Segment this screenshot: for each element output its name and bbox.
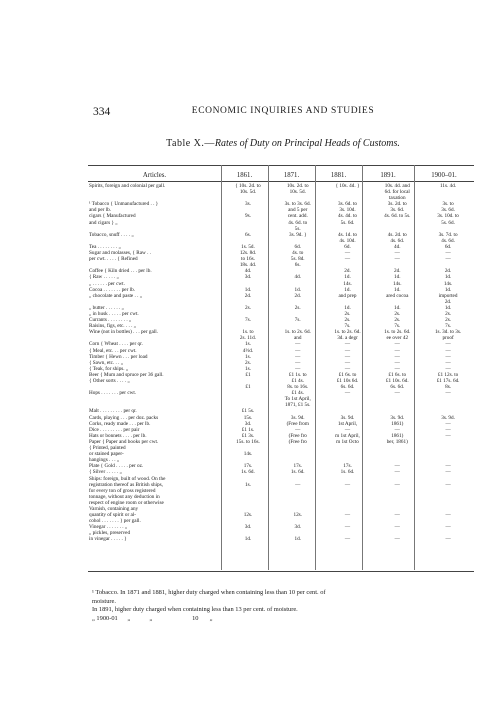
column-header-1881: 1881.	[330, 172, 347, 179]
article-cell: Tobacco, snuff . . . . „	[89, 231, 134, 238]
duty-1900-01-cell: 3s. to 3s. 6d. 3s. 10d. to 5s. 6d.	[437, 201, 459, 226]
duty-1861-cell	[223, 390, 273, 408]
article-cell: „ chocolate and paste . . „	[89, 292, 143, 299]
footnote-line: ¹ Tobacco. In 1871 and 1881, higher duty charged when containing less than 10 per cent. of	[92, 589, 326, 596]
duty-1871-cell: (Free fro	[288, 438, 307, 445]
duty-1881-cell: 3s. 6d. to 3s. 10d. 4s. 4d. to 5s. 6d.	[337, 201, 358, 226]
table-row	[88, 372, 474, 390]
duty-1861-cell: 3s. 9s.	[245, 201, 251, 220]
duty-1881-cell: 3s. 9d. 1st April, — m 1st April,	[335, 414, 360, 439]
duty-1861-cell: 17s. 1s. 6d.	[241, 463, 255, 476]
duty-1881-cell: 1d.	[344, 286, 351, 293]
duty-1871-cell: 2d.	[294, 292, 301, 299]
duty-1891-cell: 3s. 9d. 1861) — 1861)	[390, 414, 405, 439]
duty-1861-cell: 2d.	[244, 292, 252, 299]
duty-1891-cell: —	[394, 481, 400, 488]
table-row	[88, 305, 474, 317]
duty-1881-cell: —	[344, 512, 351, 519]
bottom-rule	[88, 571, 474, 572]
duty-1871-cell: 10s. 2d. to 10s. 5d.	[286, 183, 309, 196]
duty-1881-cell: { 10s. 4d. }	[335, 183, 360, 189]
article-cell: Currants . . . . . . . . „ Raisins, figs, etc. . . . „	[89, 317, 136, 330]
duty-1900-01-cell: 1d.	[444, 286, 452, 293]
duty-1900-01-cell: — —	[445, 524, 451, 543]
page-header	[93, 106, 473, 120]
duty-rates-table	[88, 183, 474, 543]
article-cell: Beer { Mum and spruce per 36 gall. { Other sorts . . . . „	[89, 371, 164, 384]
duty-1871-cell: 17s. 1s. 6d.	[290, 463, 305, 476]
table-row	[88, 317, 474, 329]
duty-1881-cell: 2s. 7s.	[344, 317, 351, 330]
duty-1861-cell: 1s. to 2s. 11d.	[239, 329, 257, 342]
duty-1891-cell: 4s. 2d. to 4s. 6d.	[387, 231, 407, 244]
column-header-1900-01: 1900–01.	[431, 172, 457, 179]
table-caption: Rates of Duty on Principal Heads of Customs.	[214, 138, 400, 149]
article-cell: Timber { Hewn . . . per load { Sawn, etc. . . „ { Teak, for ships. „	[89, 353, 148, 372]
duty-1891-cell: 1d. 2s.	[394, 304, 401, 317]
duty-1871-cell: — — —	[295, 353, 301, 372]
duty-1900-01-cell: 2s. 7s.	[445, 317, 452, 330]
duty-1871-cell: —	[295, 481, 301, 488]
duty-1891-cell: 10s. 4d. and 6d. for local taxation	[384, 183, 410, 202]
duty-1891-cell: 1d.	[394, 286, 401, 293]
duty-1871-cell: 1d.	[294, 286, 301, 293]
duty-1861-cell: £1 5s.	[241, 408, 255, 415]
article-cell: Ships: foreign, built of wood. On the registration thereof as British ships, for every ton of gross registered tonnage, without any deduction in respect of engine room or otherwise	[89, 475, 166, 506]
table-row	[88, 329, 474, 341]
duty-1861-cell: 1s. 4½d.	[242, 341, 254, 354]
duty-1900-01-cell: 11s. 4d.	[440, 183, 457, 189]
duty-1891-cell: — —	[394, 463, 400, 476]
duty-1871-cell: 4d.	[294, 274, 301, 281]
article-cell: Malt . . . . . . . . . per qr.	[89, 408, 137, 415]
table-row	[88, 463, 474, 475]
duty-1861-cell: 3d. 1d.	[244, 524, 252, 543]
column-header-1861: 1861.	[236, 172, 253, 179]
duty-1900-01-cell: 1d. 2s.	[444, 304, 452, 317]
article-cell: Varnish, containing any quantity of spirit or al- cohol . . . . . . . } per gall.	[89, 505, 141, 525]
duty-1881-cell: 1d. 2s.	[344, 304, 351, 317]
duty-1900-01-cell: 3s. 9d. — — —	[441, 414, 455, 439]
article-cell: Plate { Gold . . . . . per oz. { Silver . . . . . „	[89, 463, 144, 476]
article-cell: Tea . . . . . . . . „	[89, 243, 121, 250]
duty-1900-01-cell: — —	[445, 463, 451, 476]
article-cell: „ butter . . . . . . „ „ in husk . . . . . per cwt.	[89, 304, 139, 317]
article-cell: Coffee { Kiln dried . . . per lb. { Raw . . . . . „ „ . . . . . . per cwt.	[89, 268, 152, 287]
duty-1891-cell: £1 6s. to £1 10s. 6d. 6s. 6d.	[385, 371, 409, 391]
article-cell: Corn { Wheat . . . . per qr. { Meal, etc. . . per cwt.	[89, 341, 143, 354]
table-row	[88, 341, 474, 353]
duty-1881-cell: —	[344, 390, 351, 397]
table-title	[93, 138, 473, 149]
duty-1881-cell: — —	[344, 341, 351, 354]
table-row	[88, 415, 474, 439]
table-row	[88, 201, 474, 231]
duty-1861-cell: 1s. 2s. 1s.	[245, 353, 251, 372]
duty-1891-cell: ber, 1861)	[386, 438, 408, 445]
article-cell: Paper { Paper and books per cwt. { Printed, painted or stained paper- hangings . . . „	[89, 438, 159, 464]
duty-1881-cell: m 1st Octo	[336, 438, 359, 445]
duty-1900-01-cell: —	[445, 390, 451, 397]
duty-1900-01-cell: — —	[445, 250, 451, 263]
article-cell: ¹ Tobacco { Unmanufactured . . } and per lb. cigars { Manufactured and cigars } „	[89, 201, 159, 226]
duty-1861-cell: { 10s. 2d. to 10s. 5d.	[235, 183, 261, 196]
duty-1861-cell: 12s. 8d. to 16s. 18s. 4d.	[239, 250, 257, 269]
duty-1891-cell: 3s. 2d. to 3s. 6d. 4s. 6d. to 5s.	[384, 201, 411, 220]
duty-1861-cell: 1s.	[245, 481, 251, 488]
duty-1871-cell: 12s.	[293, 512, 302, 519]
column-header-1871: 1871.	[283, 172, 300, 179]
table-row	[88, 183, 474, 201]
duty-1881-cell: £1 6s. to £1 10s 6d. 6s. 6d.	[336, 371, 359, 391]
duty-1891-cell: — — —	[394, 353, 400, 372]
duty-1891-cell: — —	[394, 250, 400, 263]
table-row	[88, 250, 474, 268]
duty-1881-cell: 17s. 1s. 6d.	[340, 463, 355, 476]
duty-1861-cell: 15s. 3d. £1 1s. £1 3s.	[241, 414, 255, 439]
duty-1871-cell: £1 4s. To 1st April, 1871, £1 5s.	[284, 390, 311, 409]
table-row	[88, 232, 474, 244]
duty-1871-cell: 2s.	[294, 304, 301, 311]
duty-1881-cell: —	[344, 481, 351, 488]
duty-1900-01-cell: 2d. 1d. 14s.	[443, 268, 453, 287]
article-cell: Vinegar . . . . . . . „ „ pickles, preserved in vinegar . . . . . }	[89, 524, 131, 543]
duty-1900-01-cell: 1s. 3d. to 3s. proof	[434, 329, 462, 342]
duty-1891-cell: —	[394, 390, 400, 397]
table-label: Table X.—	[166, 138, 215, 149]
duty-1861-cell: 1s. 5d.	[241, 243, 255, 250]
duty-1881-cell: — —	[344, 250, 351, 263]
duty-1891-cell: —	[394, 512, 400, 519]
duty-1891-cell: ared cocoa	[386, 292, 409, 299]
duty-1871-cell: 3d. 1d.	[294, 524, 301, 543]
footnote-line: „ 1900-01 „ „ 10 „	[92, 614, 213, 622]
duty-1900-01-cell: £1 12s. to £1 17s. 6d. 8s.	[436, 371, 460, 391]
duty-1891-cell: — —	[394, 524, 400, 543]
duty-1891-cell: 1s. to 2s. 6d. ee over 42	[384, 329, 411, 342]
duty-1861-cell: 4d. 3d.	[244, 268, 252, 281]
duty-1881-cell: 2d. 1d. 14s.	[343, 268, 352, 287]
duty-1871-cell: 4s. to 5s. 8d. 6s.	[290, 250, 305, 269]
footnote-line: In 1891, higher duty charged when containing less than 13 per cent. of moisture.	[92, 606, 298, 614]
column-header-1891: 1891.	[380, 172, 396, 179]
duty-1900-01-cell: imported 2d.	[438, 292, 458, 305]
duty-1861-cell: 12s.	[243, 512, 253, 519]
duty-1891-cell: 4d.	[394, 243, 401, 250]
footnote-line: moisture.	[92, 597, 116, 605]
duty-1881-cell: — — —	[344, 353, 351, 372]
duty-1861-cell: 7s.	[245, 317, 251, 324]
duty-1871-cell: 1s. to 2s. 6d. and	[284, 329, 311, 342]
table-row	[88, 506, 474, 524]
article-cell: Cocoa . . . . . . . per lb.	[89, 286, 135, 293]
duty-1861-cell: 15s. to 16s. 14s.	[236, 438, 260, 458]
footnotes	[92, 589, 476, 623]
duty-1861-cell: £1 £1	[245, 371, 251, 391]
duty-1900-01-cell: —	[445, 512, 451, 519]
table-row	[88, 390, 474, 408]
column-header-articles: Articles.	[142, 172, 167, 179]
page-number: 334	[93, 106, 111, 118]
duty-1861-cell: 6s.	[245, 231, 251, 238]
duty-1881-cell: 6d.	[344, 243, 351, 250]
article-cell: Wine (not in bottles) . . . per gall.	[89, 329, 158, 336]
duty-1881-cell: — —	[344, 524, 351, 543]
duty-1891-cell: 2s. 7s.	[394, 317, 401, 330]
duty-1891-cell: 2d. 1d. 14s.	[393, 268, 402, 287]
duty-1871-cell: — —	[295, 341, 301, 354]
duty-1871-cell: 6d.	[294, 243, 301, 250]
table-row	[88, 476, 474, 506]
duty-1881-cell: and prep	[338, 292, 357, 299]
duty-1871-cell: 3s. to 3s. 6d. and 5 per cent. add. 4s. 6d. to 5s.	[284, 201, 311, 232]
table-row	[88, 293, 474, 305]
duty-1881-cell: 4s. 1d. to 4s. 10d.	[337, 231, 358, 244]
duty-1871-cell: 7s.	[294, 317, 301, 324]
duty-1900-01-cell: 6d.	[444, 243, 452, 250]
table-row	[88, 268, 474, 286]
top-rule	[88, 165, 474, 166]
duty-1900-01-cell: — —	[445, 341, 451, 354]
duty-1871-cell: £1 1s. to £1 4s. 8s. to 16s.	[287, 371, 309, 391]
duty-1900-01-cell	[422, 439, 474, 463]
running-title: ECONOMIC INQUIRIES AND STUDIES	[191, 106, 375, 116]
table-row	[88, 354, 474, 372]
duty-1871-cell: 3s. 9d. }	[289, 231, 307, 238]
duty-1891-cell: — —	[394, 341, 400, 354]
duty-1861-cell: 2s.	[245, 304, 251, 311]
duty-1900-01-cell: 3s. 7d. to 4s. 6d.	[438, 231, 458, 244]
table-row	[88, 439, 474, 463]
article-cell: Cards, playing . . . per doz. packs Corks, ready made . . . per lb. Dice . . . . . . . . . per pair Hats or bonnets . . . . per lb.	[89, 414, 159, 439]
duty-1881-cell: 1s. to 2s. 6d. 3d. a degr	[334, 329, 361, 342]
article-cell: Hops . . . . . . . per cwt.	[89, 390, 137, 397]
table-row	[88, 524, 474, 542]
duty-1861-cell: 1d.	[244, 286, 252, 293]
article-cell: Spirits, foreign and colonial per gall.	[89, 183, 166, 189]
article-cell: Sugar and molasses, { Raw . . per cwt. . . . . { Refined	[89, 250, 151, 263]
duty-1900-01-cell: —	[445, 481, 451, 488]
duty-1900-01-cell: — — —	[445, 353, 451, 372]
header-rule	[88, 181, 474, 182]
duty-1871-cell: 3s. 9d. (Free from — (Free fro	[286, 414, 309, 439]
